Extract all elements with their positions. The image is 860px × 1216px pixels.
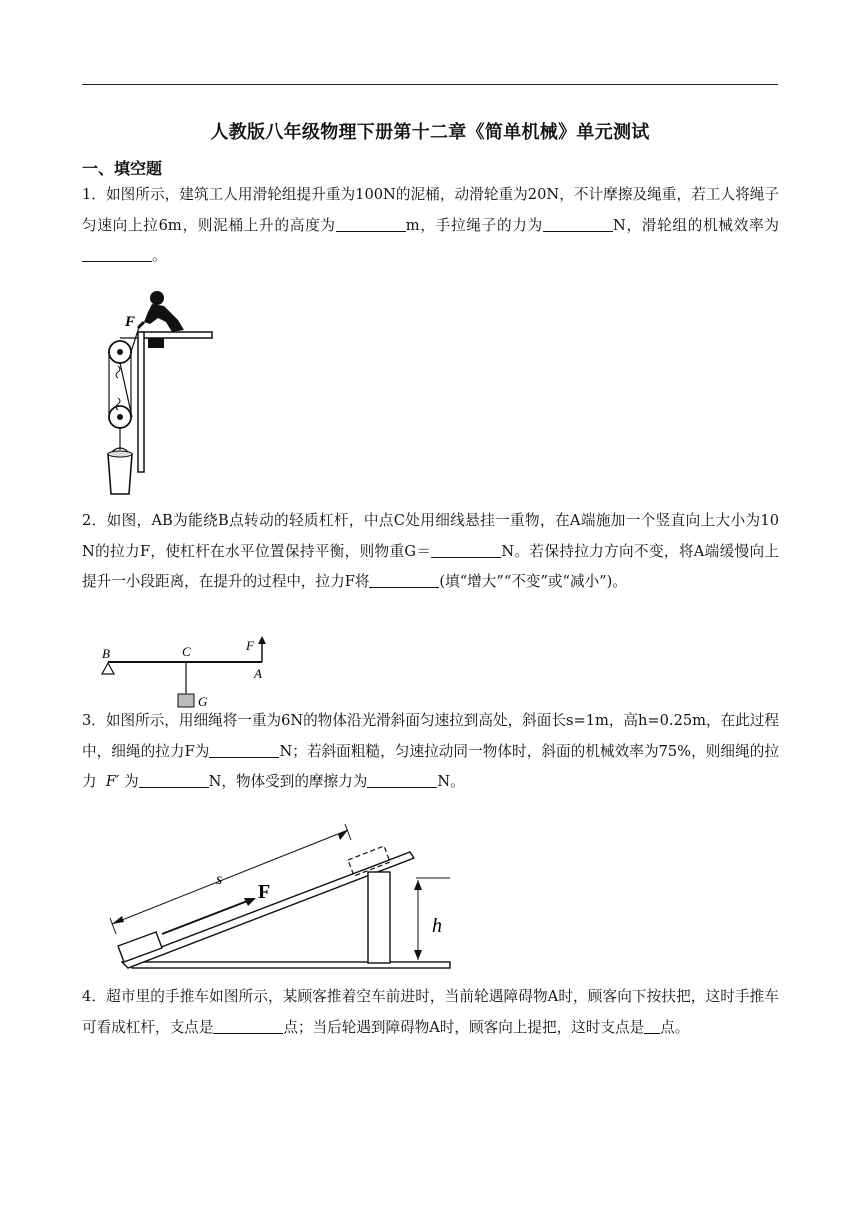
q3-text-d: N，物体受到的摩擦力为	[208, 773, 368, 790]
q2-label-G: G	[198, 694, 208, 709]
lever-figure	[96, 632, 276, 712]
question-2	[82, 506, 779, 598]
q3-label-F: F	[258, 881, 271, 903]
q4-blank-fulcrum-front[interactable]	[213, 1018, 283, 1034]
q3-text-e: N。	[437, 773, 465, 790]
q4-text-b: 点；当后轮遇到障碍物A时，顾客向上提把，这时支点是	[283, 1018, 645, 1036]
question-3	[82, 706, 779, 798]
incline-figure	[100, 820, 460, 976]
q2-label-F: F	[246, 638, 254, 653]
q1-text-a: 1．如图所示，建筑工人用滑轮组提升重为100N的泥桶，动滑轮重为20N，不计摩擦及绳重，若工人将绳子匀速向上拉6m，则泥桶上升的高度为	[82, 186, 779, 234]
page-title: 人教版八年级物理下册第十二章《简单机械》单元测试	[210, 122, 650, 143]
q1-text-c: N，滑轮组的机械效率为	[612, 216, 779, 234]
q1-blank-efficiency[interactable]	[82, 246, 152, 262]
q4-blank-fulcrum-back[interactable]	[644, 1018, 660, 1034]
q4-text-c: 点。	[660, 1018, 690, 1036]
q3-blank-force-prime[interactable]	[139, 772, 209, 788]
q2-text-b: N。若保持拉力方向不变，将A端缓慢向上提升一小段距离，在提升的过程中，拉力F将	[82, 542, 780, 590]
q2-blank-weight[interactable]	[431, 542, 501, 558]
question-1	[82, 180, 779, 272]
q3-label-h: h	[432, 915, 442, 937]
question-4	[82, 982, 779, 1043]
q2-label-C: C	[182, 644, 191, 659]
q1-text-d: 。	[152, 247, 167, 264]
q1-blank-height[interactable]	[336, 216, 406, 232]
q2-label-B: B	[102, 646, 110, 661]
q2-blank-force-change[interactable]	[369, 572, 439, 588]
q3-text-a: 3．如图所示，用细绳将一重为6N的物体沿光滑斜面匀速拉到高处，斜面长s=1m，高h=0.25m，在此过程中，细绳的拉力F为	[82, 712, 779, 760]
q3-blank-force[interactable]	[209, 742, 279, 758]
q3-text-c: 为	[123, 773, 139, 790]
q3-blank-friction[interactable]	[367, 772, 437, 788]
q2-text-a: 2．如图，AB为能绕B点转动的轻质杠杆，中点C处用细线悬挂一重物，在A端施加一个竖直向上大小为10 N的拉力F，使杠杆在水平位置保持平衡，则物重G＝	[82, 512, 779, 560]
q4-text-a: 4．超市里的手推车如图所示，某顾客推着空车前进时，当前轮遇障碍物A时，顾客向下按扶把，这时手推车可看成杠杆，支点是	[82, 988, 779, 1036]
q1-text-b: m，手拉绳子的力为	[405, 216, 543, 234]
q2-text-c: (填“增大”“不变”或“减小”)。	[439, 573, 627, 590]
header-rule	[82, 84, 778, 85]
q3-f-prime: F′	[105, 773, 120, 790]
section-heading: 一、填空题	[82, 159, 163, 178]
q2-label-A: A	[254, 666, 262, 681]
q3-text-b: N；若斜面粗糙，匀速拉动同一物体时，斜面的机械效率为75%，则细绳的拉力	[82, 742, 779, 790]
pulley-figure	[100, 282, 220, 500]
q3-label-s: s	[216, 871, 223, 888]
q1-label-F: F	[125, 314, 136, 330]
q1-blank-force[interactable]	[543, 216, 613, 232]
